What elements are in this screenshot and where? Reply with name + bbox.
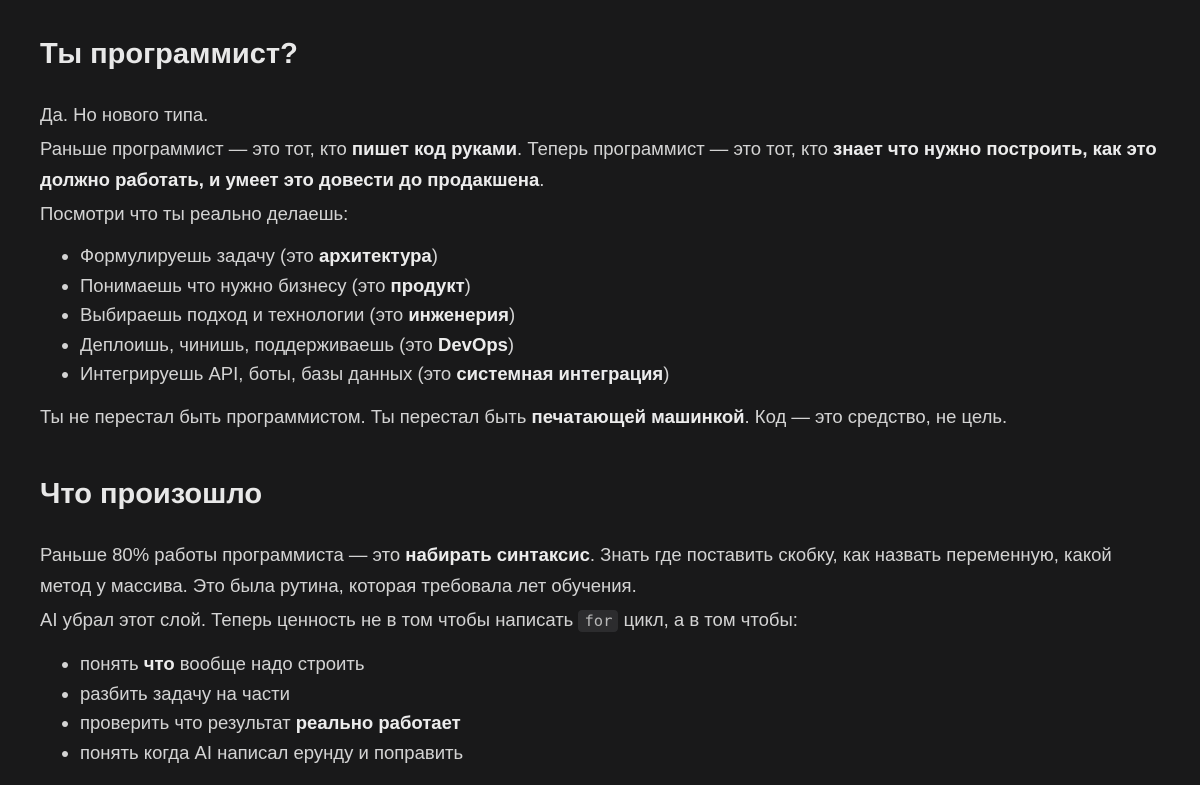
paragraph-look: Посмотри что ты реально делаешь: bbox=[40, 203, 349, 224]
paragraph-past: Раньше 80% работы программиста — это набирать синтаксис. Знать где поставить скобку, как назвать переменную, какой метод у массива. Это была рутина, которая требовала лет обучения. bbox=[40, 544, 1112, 596]
list-item: Интегрируешь API, боты, базы данных (это системная интеграция) bbox=[40, 359, 1160, 389]
list-item: понять когда AI написал ерунду и поправить bbox=[40, 738, 1160, 768]
paragraph-definition: Раньше программист — это тот, кто пишет код руками. Теперь программист — это тот, кто знает что нужно построить, как это должно работать, и умеет это довести до продакшена. bbox=[40, 138, 1157, 190]
list-item: Понимаешь что нужно бизнесу (это продукт) bbox=[40, 271, 1160, 301]
list-item: понять что вообще надо строить bbox=[40, 649, 1160, 679]
paragraph-ai: AI убрал этот слой. Теперь ценность не в том чтобы написать for цикл, а в том чтобы: bbox=[40, 609, 798, 630]
skills-list bbox=[40, 649, 1160, 767]
list-item: Формулируешь задачу (это архитектура) bbox=[40, 241, 1160, 271]
inline-code: for bbox=[578, 610, 618, 632]
paragraph-intro: Да. Но нового типа. bbox=[40, 104, 209, 125]
list-item: Выбираешь подход и технологии (это инженерия) bbox=[40, 300, 1160, 330]
paragraph-conclusion: Ты не перестал быть программистом. Ты перестал быть печатающей машинкой. Код — это средство, не цель. bbox=[40, 405, 1008, 427]
roles-list bbox=[40, 241, 1160, 389]
section-2-body bbox=[40, 539, 1160, 767]
section-1-body bbox=[40, 99, 1160, 435]
list-item: проверить что результат реально работает bbox=[40, 708, 1160, 738]
section-heading-what-happened: Что произошло bbox=[40, 478, 263, 510]
section-heading-programmer: Ты программист? bbox=[40, 38, 298, 70]
list-item: Деплоишь, чинишь, поддерживаешь (это DevOps) bbox=[40, 330, 1160, 360]
list-item: разбить задачу на части bbox=[40, 679, 1160, 709]
